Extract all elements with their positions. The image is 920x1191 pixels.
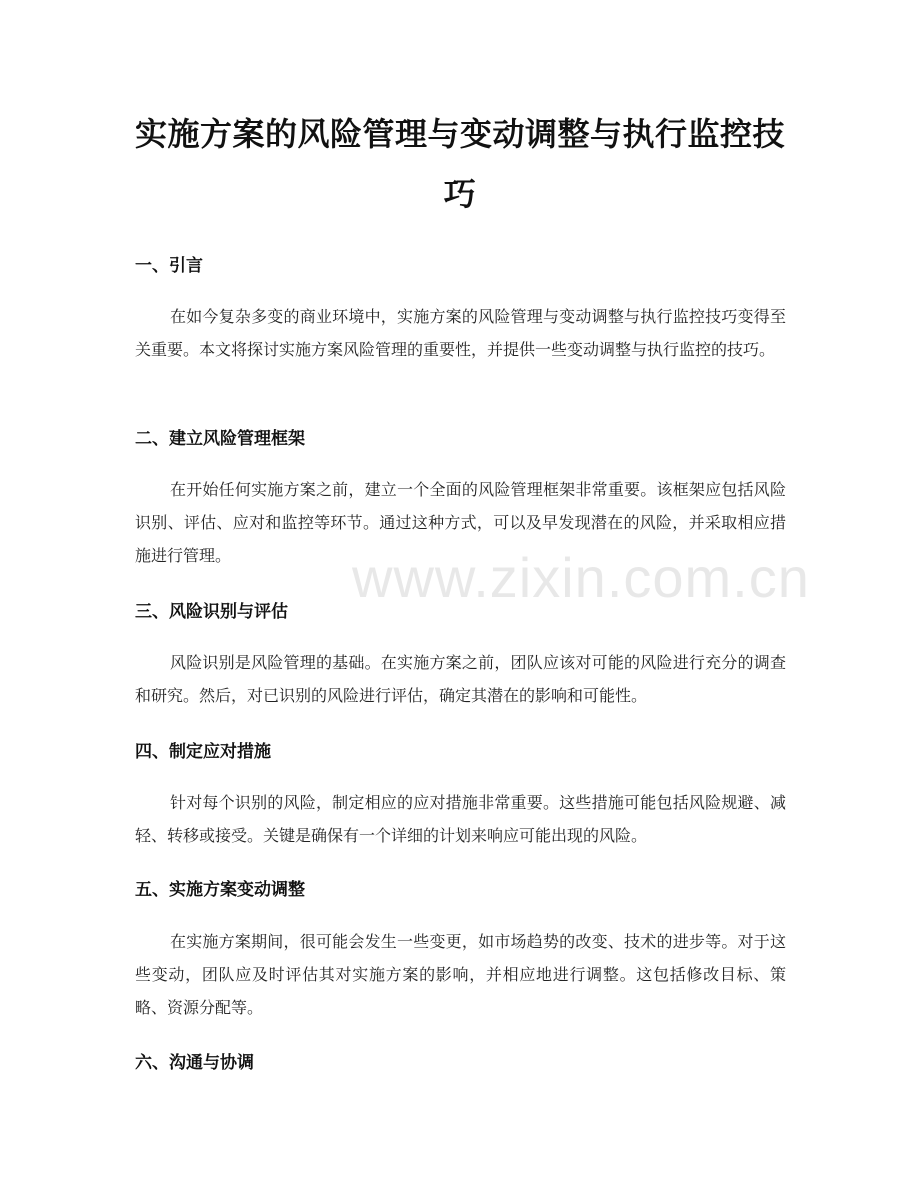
section-paragraph-response-measures: 针对每个识别的风险，制定相应的应对措施非常重要。这些措施可能包括风险规避、减轻、转移或接受。关键是确保有一个详细的计划来响应可能出现的风险。 (135, 793, 786, 845)
section-paragraph-risk-framework: 在开始任何实施方案之前，建立一个全面的风险管理框架非常重要。该框架应包括风险识别、评估、应对和监控等环节。通过这种方式，可以及早发现潜在的风险，并采取相应措施进行管理。 (135, 480, 786, 565)
watermark: www.zixin.com.cn (352, 546, 810, 609)
section-paragraph-introduction: 在如今复杂多变的商业环境中，实施方案的风险管理与变动调整与执行监控技巧变得至关重要。本文将探讨实施方案风险管理的重要性，并提供一些变动调整与执行监控的技巧。 (135, 307, 786, 359)
section-paragraph-change-adjustment: 在实施方案期间，很可能会发生一些变更，如市场趋势的改变、技术的进步等。对于这些变动，团队应及时评估其对实施方案的影响，并相应地进行调整。这包括修改目标、策略、资源分配等。 (135, 932, 786, 1017)
section-heading-introduction: 一、引言 (135, 256, 203, 276)
section-heading-change-adjustment: 五、实施方案变动调整 (135, 880, 305, 900)
document-title: 实施方案的风险管理与变动调整与执行监控技巧 (134, 115, 785, 213)
section-heading-communication: 六、沟通与协调 (135, 1053, 254, 1073)
section-heading-risk-identification: 三、风险识别与评估 (135, 602, 288, 622)
section-heading-risk-framework: 二、建立风险管理框架 (135, 429, 305, 449)
section-heading-response-measures: 四、制定应对措施 (135, 742, 271, 762)
section-paragraph-risk-identification: 风险识别是风险管理的基础。在实施方案之前，团队应该对可能的风险进行充分的调查和研究。然后，对已识别的风险进行评估，确定其潜在的影响和可能性。 (135, 653, 786, 705)
